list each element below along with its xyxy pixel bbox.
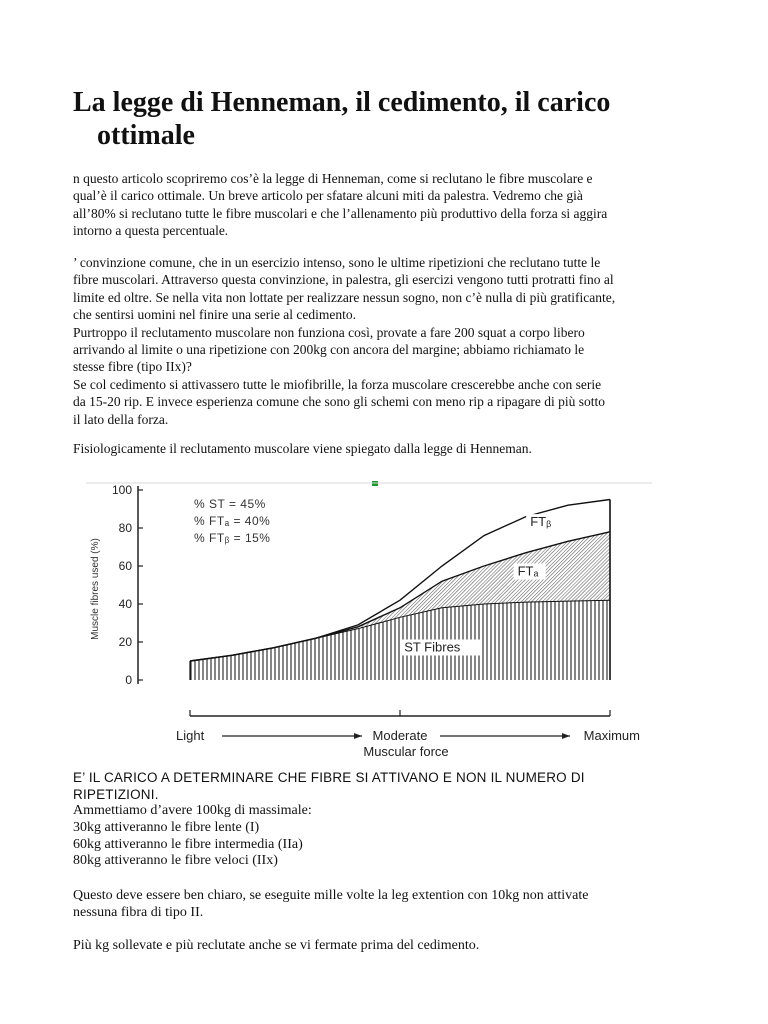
henneman-recruitment-chart: [86, 478, 658, 760]
title-line-2: ottimale: [97, 120, 195, 151]
final-paragraph: [73, 938, 713, 955]
list-item: 30kg attiveranno le fibre lente (I): [73, 819, 260, 835]
text-line: Questo deve essere ben chiaro, se eseguite mille volte la leg extention con 10kg non attivate: [73, 888, 589, 903]
y-tick-label: 60: [118, 559, 132, 573]
x-axis-label: Muscular force: [363, 744, 449, 759]
physiology-paragraph: [73, 440, 713, 457]
text-line: stesse fibre (tipo IIx)?: [73, 359, 192, 375]
st-fibres-label: ST Fibres: [404, 639, 461, 655]
body-paragraph: [73, 254, 713, 428]
list-item: 60kg attiveranno le fibre intermedia (IIa): [73, 836, 303, 852]
text-line: Purtroppo il reclutamento muscolare non funziona così, provate a fare 200 squat a corpo libero: [73, 324, 585, 340]
x-tick-label: Light: [176, 728, 205, 743]
text-line: qual’è il carico ottimale. Un breve articolo per sfatare alcuni miti da palestra. Vedremo che già: [73, 188, 583, 204]
chart-legend: [194, 497, 270, 545]
text-line: RIPETIZIONI.: [73, 786, 159, 802]
y-tick-label: 0: [125, 673, 132, 687]
x-tick-label: Maximum: [583, 728, 640, 743]
text-line: Fisiologicamente il reclutamento muscolare viene spiegato dalla legge di Henneman.: [73, 441, 532, 456]
y-axis-label: Muscle fibres used (%): [90, 538, 101, 640]
text-line: Più kg sollevate e più reclutate anche se vi fermate prima del cedimento.: [73, 938, 480, 953]
fta-label: FTₐ: [517, 563, 539, 579]
title-line-1: La legge di Henneman, il cedimento, il carico: [73, 87, 611, 118]
text-line: intorno a questa percentuale.: [73, 223, 229, 239]
y-tick-label: 20: [118, 635, 132, 649]
text-line: nessuna fibra di tipo II.: [73, 904, 204, 920]
legend-item: % FTᵦ = 15%: [194, 531, 271, 545]
text-line: E’ IL CARICO A DETERMINARE CHE FIBRE SI ATTIVANO E NON IL NUMERO DI: [73, 770, 585, 785]
text-line: che sentirsi uomini nel finire una serie al cedimento.: [73, 307, 357, 323]
y-tick-label: 80: [118, 521, 132, 535]
ftb-label: FTᵦ: [530, 514, 552, 530]
x-arrow-head: [562, 733, 570, 739]
caps-statement: [73, 770, 713, 803]
text-line: fibre muscolari. Attraverso questa convinzione, in palestra, gli esercizi vengono tutti protratti fino al: [73, 272, 614, 288]
text-line: all’80% si reclutano tutte le fibre muscolari e che l’allenamento più produttivo della forza si aggira: [73, 205, 608, 221]
text-line: da 15-20 rip. E invece esperienza comune che sono gli schemi con meno rip a ripagare di più sotto: [73, 394, 605, 410]
intro-paragraph: [73, 170, 713, 240]
y-tick-label: 100: [111, 483, 132, 497]
y-axis: [90, 483, 143, 687]
x-tick-label: Moderate: [372, 728, 428, 743]
x-axis: [176, 710, 640, 759]
list-item: Ammettiamo d’avere 100kg di massimale:: [73, 803, 312, 818]
text-line: ’ convinzione comune, che in un esercizio intenso, sono le ultime ripetizioni che reclutano tutte le: [73, 255, 601, 270]
legend-item: % ST = 45%: [194, 497, 266, 511]
text-line: limite ed oltre. Se nella vita non lottate per realizzare nessun sogno, non c’è nulla di più gratificante,: [73, 289, 616, 305]
leg-extension-paragraph: [73, 888, 713, 922]
x-arrow-head: [354, 733, 362, 739]
y-tick-label: 40: [118, 597, 132, 611]
load-list: [73, 803, 713, 870]
text-line: il lato della forza.: [73, 411, 169, 427]
text-line: Se col cedimento si attivassero tutte le miofibrille, la forza muscolare crescerebbe anche con serie: [73, 376, 602, 392]
legend-item: % FTₐ = 40%: [194, 514, 271, 528]
article-title: [73, 86, 713, 152]
text-line: n questo articolo scopriremo cos’è la legge di Henneman, come si reclutano le fibre muscolare e: [73, 171, 593, 186]
list-item: 80kg attiveranno le fibre veloci (IIx): [73, 853, 278, 869]
text-line: arrivando al limite o una ripetizione con 200kg con ancora del margine; abbiamo richiamato le: [73, 342, 585, 358]
